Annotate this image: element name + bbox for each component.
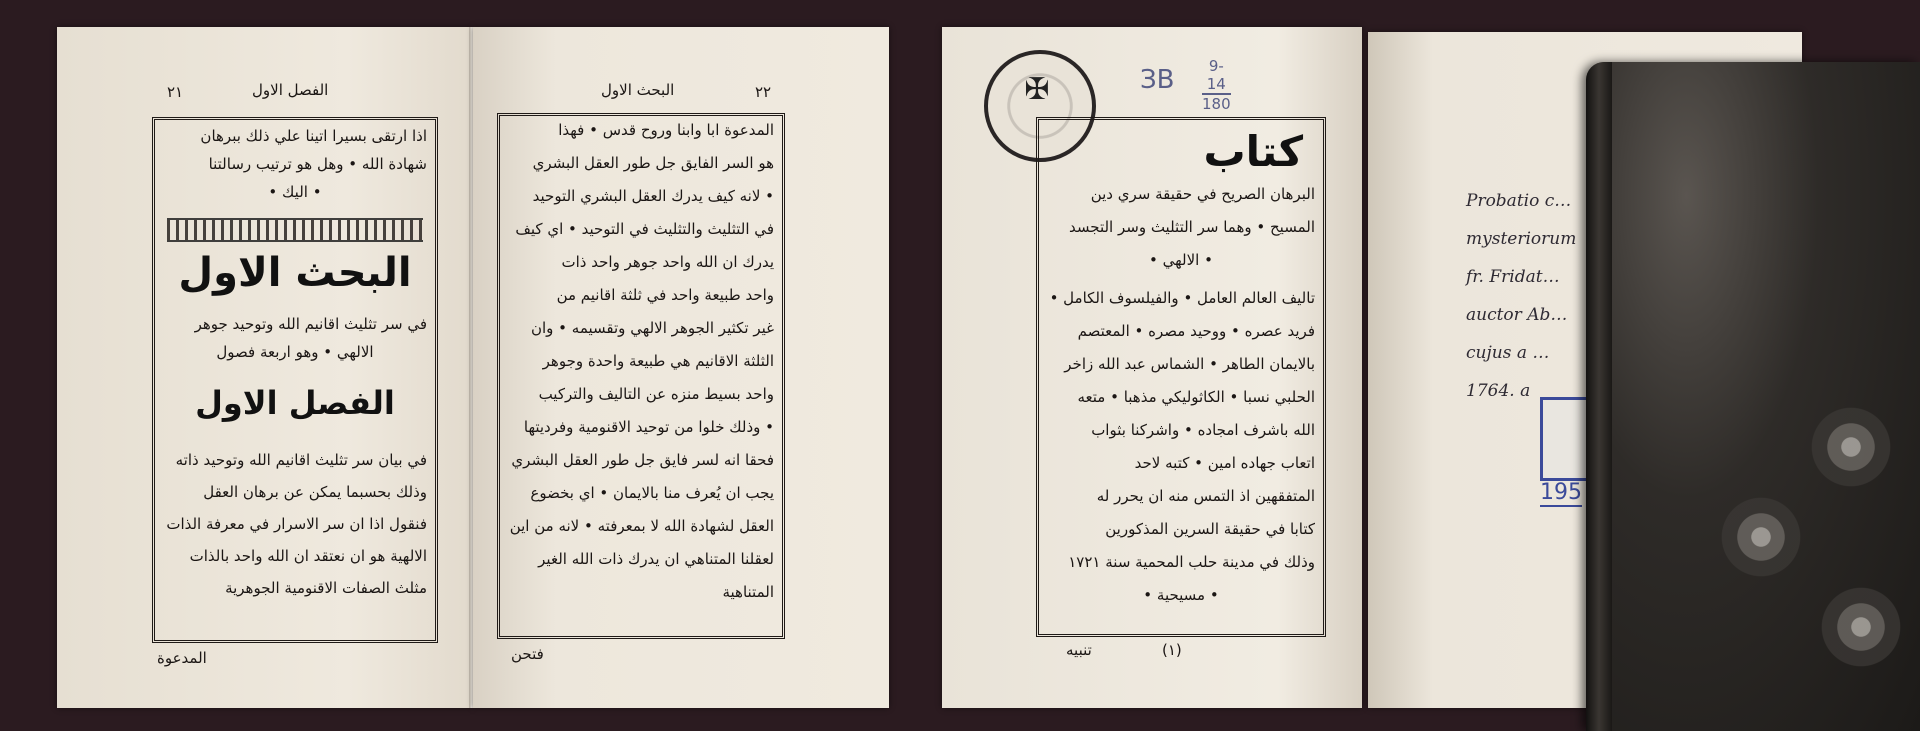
- catchword: تنبيه: [1066, 641, 1092, 659]
- handwritten-line: mysteriorum: [1466, 229, 1577, 249]
- text-line: كتابا في حقيقة السرين المذكورين: [1105, 521, 1315, 538]
- text-line: العقل لشهادة الله لا بمعرفته • لانه من اين: [509, 518, 774, 535]
- running-head: الفصل الاول: [252, 81, 329, 99]
- text-line: واحد طبيعة واحد في ثلثة اقانيم من: [556, 287, 774, 304]
- page-number: (١): [1162, 641, 1182, 659]
- text-line: • وذلك خلوا من توحيد الاقنومية وفرديتها: [523, 419, 774, 436]
- text-line: فحقا انه لسر فايق جل طور العقل البشري: [511, 452, 774, 469]
- text-line: المتفقهين اذ التمس منه ان يحرر له: [1096, 488, 1315, 505]
- shelfmark: [1140, 57, 1231, 113]
- text-line: الله باشرف امجاده • واشركنا بثواب: [1091, 422, 1315, 439]
- text-line: وذلك بحسبما يمكن عن برهان العقل: [203, 484, 427, 501]
- handwritten-line: cujus a …: [1466, 343, 1550, 363]
- text-line: المتناهية: [722, 584, 774, 601]
- catchword: فتحن: [511, 645, 544, 663]
- text-line: شهادة الله • وهل هو ترتيب رسالتنا: [208, 156, 427, 173]
- running-head: البحث الاول: [601, 81, 675, 99]
- text-line: • مسيحية •: [1143, 587, 1219, 604]
- title-page: [942, 27, 1362, 708]
- text-line: في بيان سر تثليث اقانيم الله وتوحيد ذاته: [175, 452, 427, 469]
- handwritten-line: auctor Ab…: [1466, 305, 1568, 325]
- text-line: مثلث الصفات الاقنومية الجوهرية: [225, 580, 427, 597]
- text-line: الحلبي نسبا • الكاثوليكي مذهبا • متعه: [1077, 389, 1315, 406]
- text-line: اتعاب جهاده امين • كتبه لاحد: [1134, 455, 1315, 472]
- ornament-band: [167, 218, 423, 242]
- text-line: الالهية هو ان نعتقد ان الله واحد بالذات: [189, 548, 427, 565]
- book-cover: [1586, 62, 1920, 731]
- shelfmark-denominator: 180: [1202, 95, 1231, 113]
- section-title: البحث الاول: [178, 250, 412, 296]
- catchword: المدعوة: [157, 649, 207, 667]
- text-line: في سر تثليث اقانيم الله وتوحيد جوهر: [194, 316, 427, 333]
- cover-ornament: [1806, 572, 1916, 682]
- text-line: وذلك في مدينة حلب المحمية سنة ١٧٢١: [1068, 554, 1315, 571]
- text-frame: [497, 113, 785, 639]
- handwritten-line: 1764. a: [1466, 381, 1531, 401]
- text-line: اذا ارتقى بسيرا اتينا علي ذلك ببرهان: [200, 128, 427, 145]
- text-line: فريد عصره • ووحيد مصره • المعتصم: [1077, 323, 1315, 340]
- shelfmark-fraction: [1202, 57, 1231, 113]
- cover-ornament: [1796, 392, 1906, 502]
- left-page: [57, 27, 472, 708]
- text-line: فنقول اذا ان سر الاسرار في معرفة الذات: [166, 516, 427, 533]
- text-line: • لانه كيف يدرك العقل البشري التوحيد: [532, 188, 774, 205]
- text-line: الالهي • وهو اربعة فصول: [216, 344, 374, 361]
- text-line: في التثليث والتثليث في التوحيد • اي كيف: [515, 221, 774, 238]
- text-frame: [1036, 117, 1326, 637]
- text-line: تاليف العالم العامل • والفيلسوف الكامل •: [1049, 290, 1315, 307]
- chapter-title: الفصل الاول: [195, 384, 395, 422]
- text-line: البرهان الصريح في حقيقة سري دين: [1090, 186, 1315, 203]
- library-stamp: [1540, 397, 1592, 481]
- library-number: 195: [1540, 480, 1582, 505]
- page-number: ٢١: [167, 83, 184, 101]
- text-line: غير تكثير الجوهر الالهي وتقسيمه • وان: [530, 320, 774, 337]
- text-line: يدرك ان الله واحد جوهر واحد ذات: [561, 254, 774, 271]
- handwritten-note: [1466, 182, 1586, 410]
- text-line: • اليك •: [268, 184, 322, 201]
- cover-ornament: [1706, 482, 1816, 592]
- eagle-icon: ✠: [1024, 72, 1050, 107]
- book-title: كتاب: [1203, 127, 1303, 176]
- shelfmark-prefix: ЗВ: [1140, 65, 1175, 95]
- text-line: يجب ان يُعرف منا بالايمان • اي بخضوع: [530, 485, 774, 502]
- text-line: واحد بسيط منزه عن التاليف والتركيب: [538, 386, 774, 403]
- text-line: لعقلنا المتناهي ان يدرك ذات الله الغير: [538, 551, 774, 568]
- right-page: [473, 27, 889, 708]
- handwritten-line: Probatio c…: [1466, 191, 1572, 211]
- shelfmark-numerator: 9-14: [1202, 57, 1231, 95]
- page-number: ٢٢: [755, 83, 772, 101]
- text-line: بالايمان الطاهر • الشماس عبد الله زاخر: [1064, 356, 1315, 373]
- text-frame: [152, 117, 438, 643]
- cover-edge: [1586, 62, 1612, 731]
- text-line: • الالهي •: [1149, 252, 1213, 269]
- text-line: الثلثة الاقانيم هي طبيعة واحدة وجوهر: [542, 353, 774, 370]
- handwritten-line: fr. Fridat…: [1466, 267, 1560, 287]
- text-line: المدعوة ابا وابنا وروح قدس • فهذا: [558, 122, 774, 139]
- text-line: المسيح • وهما سر التثليث وسر التجسد: [1069, 219, 1315, 236]
- text-line: هو السر الفايق جل طور العقل البشري: [532, 155, 774, 172]
